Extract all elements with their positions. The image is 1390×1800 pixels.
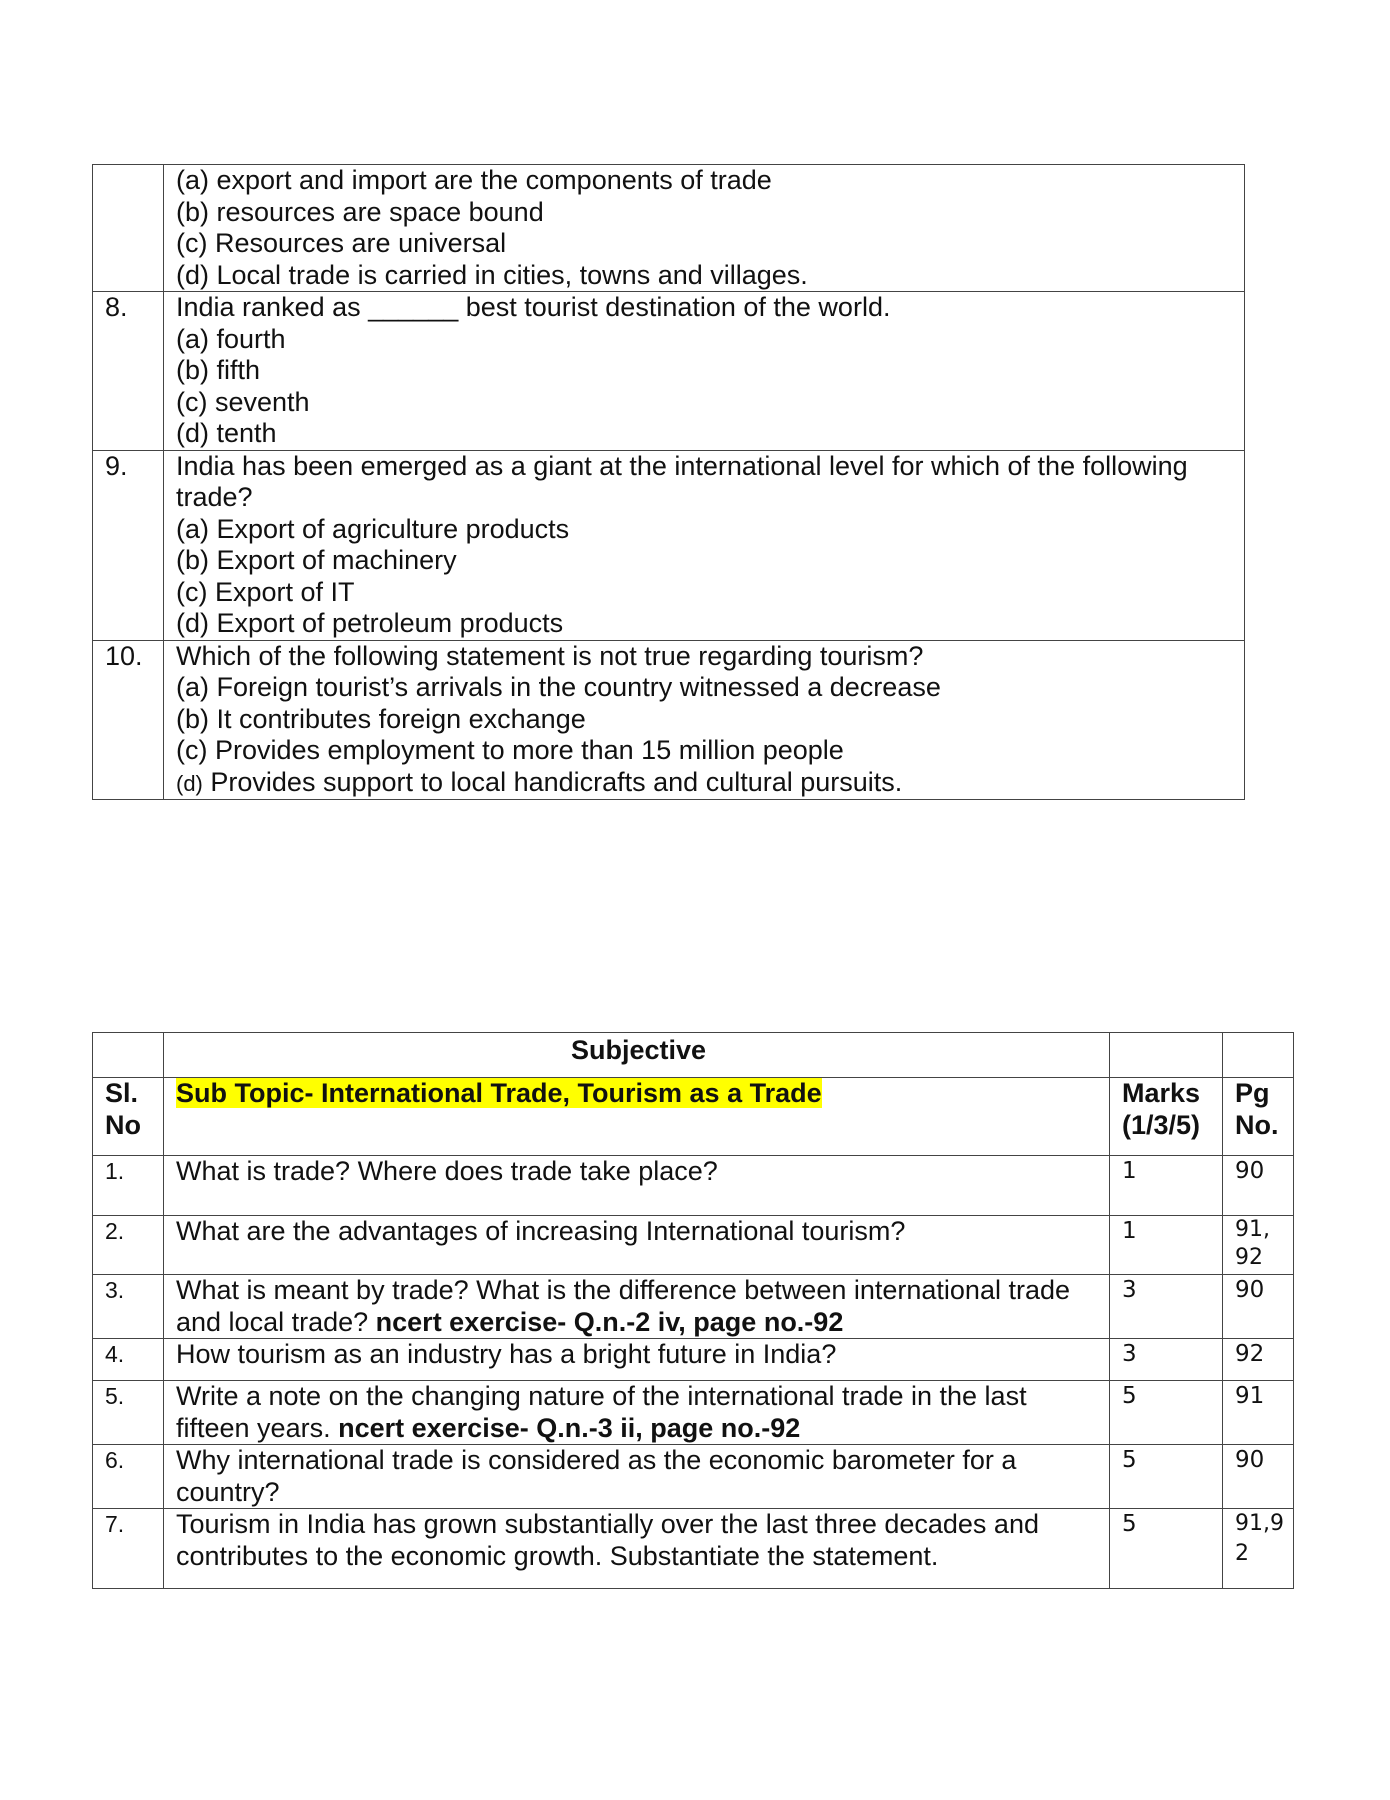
question-cell — [164, 292, 1245, 451]
table-row — [93, 640, 1245, 800]
question-number: 4. — [93, 1339, 164, 1381]
sub-topic-highlight: Sub Topic- International Trade, Tourism as a Trade — [176, 1078, 822, 1108]
option-b: (b) resources are space bound — [176, 196, 544, 227]
marks-cell: 3 — [1110, 1275, 1223, 1339]
question-number — [93, 165, 164, 292]
table-row — [93, 450, 1245, 640]
page-cell: 91, 92 — [1223, 1216, 1294, 1275]
option-d — [176, 767, 1236, 800]
table-row — [93, 1509, 1294, 1589]
marks-cell: 5 — [1110, 1445, 1223, 1509]
question-text: Which of the following statement is not true regarding tourism? — [176, 640, 924, 671]
table-row — [93, 1275, 1294, 1339]
option-a: (a) Foreign tourist’s arrivals in the country witnessed a decrease — [176, 672, 941, 702]
option-d-label: (d) — [176, 770, 203, 796]
header-marks: Marks (1/3/5) — [1110, 1078, 1223, 1156]
option-d: (d) Local trade is carried in cities, towns and villages. — [176, 259, 808, 290]
question-cell — [164, 1381, 1110, 1445]
question-text: Tourism in India has grown substantially over the last three decades and contributes to the economic growth. Substantiate the statement. — [176, 1509, 1039, 1571]
page-cell: 91 — [1223, 1381, 1294, 1445]
option-a: (a) fourth — [176, 323, 286, 354]
header-sub-topic — [164, 1078, 1110, 1156]
question-text: What are the advantages of increasing International tourism? — [176, 1216, 906, 1246]
question-number: 6. — [93, 1445, 164, 1509]
option-d: (d) tenth — [176, 418, 277, 448]
option-b: (b) fifth — [176, 355, 261, 385]
table-header-row — [93, 1078, 1294, 1156]
page-cell: 91,92 — [1223, 1509, 1294, 1589]
option-a: (a) export and import are the components of trade — [176, 165, 772, 195]
question-cell — [164, 640, 1245, 800]
table-row — [93, 1156, 1294, 1216]
page-cell: 90 — [1223, 1156, 1294, 1216]
option-d-text: Provides support to local handicrafts and cultural pursuits. — [210, 766, 903, 797]
header-sl-no: Sl. No — [93, 1078, 164, 1156]
question-number: 7. — [93, 1509, 164, 1589]
question-text: India ranked as ______ best tourist destination of the world. — [176, 292, 891, 322]
question-cell — [164, 1156, 1110, 1216]
page-cell: 90 — [1223, 1275, 1294, 1339]
question-number: 9. — [93, 450, 164, 640]
subjective-table — [92, 1032, 1294, 1589]
question-number: 1. — [93, 1156, 164, 1216]
question-cell — [164, 1275, 1110, 1339]
question-cell — [164, 1339, 1110, 1381]
ncert-reference: ncert exercise- Q.n.-2 iv, page no.-92 — [375, 1306, 844, 1337]
question-text: India has been emerged as a giant at the international level for which of the following trade? — [176, 450, 1188, 512]
page-cell: 90 — [1223, 1445, 1294, 1509]
question-cell — [164, 1445, 1110, 1509]
mcq-table — [92, 164, 1245, 800]
marks-cell: 5 — [1110, 1509, 1223, 1589]
table-row — [93, 1381, 1294, 1445]
question-text: Why international trade is considered as the economic barometer for a country? — [176, 1445, 1017, 1507]
option-a: (a) Export of agriculture products — [176, 513, 570, 544]
question-number: 2. — [93, 1216, 164, 1275]
option-c: (c) Provides employment to more than 15 million people — [176, 735, 844, 765]
marks-cell: 3 — [1110, 1339, 1223, 1381]
option-b: (b) Export of machinery — [176, 545, 457, 575]
question-text: What is meant by trade? What is the difference between international trade and local trade? — [176, 1275, 1071, 1337]
marks-cell: 1 — [1110, 1216, 1223, 1275]
marks-cell: 1 — [1110, 1156, 1223, 1216]
question-cell — [164, 165, 1245, 292]
question-cell — [164, 1216, 1110, 1275]
option-d: (d) Export of petroleum products — [176, 608, 564, 638]
question-cell — [164, 450, 1245, 640]
marks-cell: 5 — [1110, 1381, 1223, 1445]
option-c: (c) Resources are universal — [176, 228, 507, 258]
option-c: (c) Export of IT — [176, 576, 355, 607]
question-number: 8. — [93, 292, 164, 451]
table-row — [93, 1216, 1294, 1275]
page-cell: 92 — [1223, 1339, 1294, 1381]
table-title-row — [93, 1033, 1294, 1078]
ncert-reference: ncert exercise- Q.n.-3 ii, page no.-92 — [338, 1412, 801, 1443]
section-title: Subjective — [164, 1033, 1110, 1078]
table-row — [93, 1339, 1294, 1381]
table-row — [93, 1445, 1294, 1509]
question-text: Write a note on the changing nature of the international trade in the last fifteen years. — [176, 1381, 1027, 1443]
question-number: 5. — [93, 1381, 164, 1445]
table-row — [93, 165, 1245, 292]
option-b: (b) It contributes foreign exchange — [176, 703, 586, 734]
header-pg-no: Pg No. — [1223, 1078, 1294, 1156]
question-number: 10. — [93, 640, 164, 800]
question-text: What is trade? Where does trade take place? — [176, 1156, 718, 1186]
question-number: 3. — [93, 1275, 164, 1339]
table-row — [93, 292, 1245, 451]
question-text: How tourism as an industry has a bright future in India? — [176, 1339, 837, 1369]
question-cell — [164, 1509, 1110, 1589]
option-c: (c) seventh — [176, 386, 310, 417]
